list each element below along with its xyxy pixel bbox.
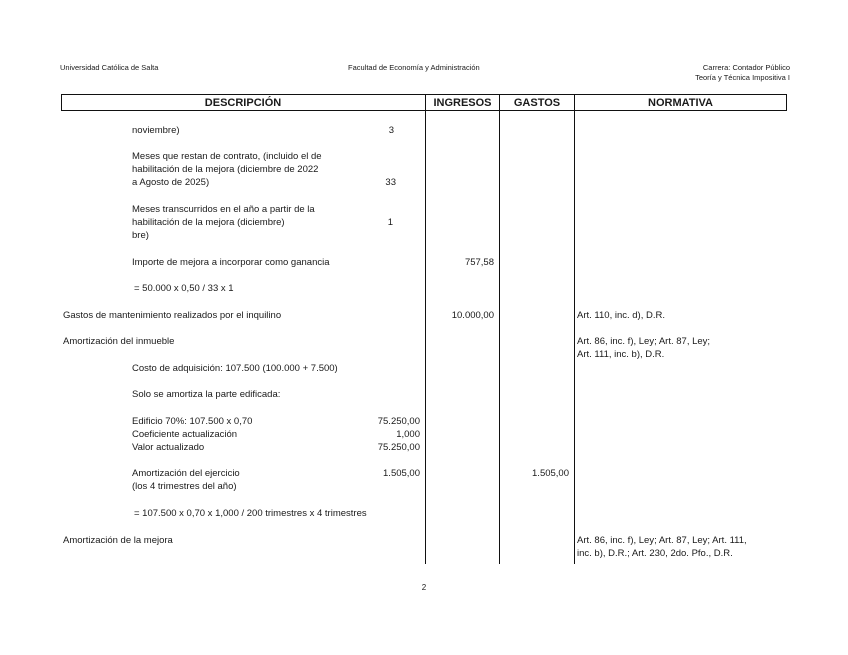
subject-name: Teoría y Técnica Impositiva I (695, 73, 790, 82)
norm-improvement-amortization-2: inc. b), D.R.; Art. 230, 2do. Pfo., D.R. (577, 548, 733, 559)
col-divider-gastos (499, 94, 500, 564)
line-improvement-formula: = 50.000 x 0,50 / 33 x 1 (134, 283, 234, 294)
col-divider-normativa (574, 94, 575, 564)
line-building-70: Edificio 70%: 107.500 x 0,70 (132, 416, 253, 427)
line-remaining-months-2: habilitación de la mejora (diciembre de 2022 (132, 164, 319, 175)
col-header-normativa: NORMATIVA (648, 97, 713, 109)
line-year-amortization-2: (los 4 trimestres del año) (132, 481, 237, 492)
line-updated-value: Valor actualizado (132, 442, 205, 453)
page-number: 2 (421, 583, 427, 592)
table-header-border (61, 110, 787, 111)
line-year-amortization-1: Amortización del ejercicio (132, 468, 240, 479)
ingreso-improvement: 757,58 (464, 257, 494, 268)
value-update-coefficient: 1,000 (396, 429, 420, 440)
gasto-year-amortization: 1.505,00 (532, 468, 569, 479)
line-noviembre: noviembre) (132, 125, 180, 136)
line-improvement-amortization: Amortización de la mejora (63, 535, 173, 546)
line-elapsed-months-2: habilitación de la mejora (diciembre) (132, 217, 285, 228)
line-elapsed-months-1: Meses transcurridos en el año a partir de la (132, 204, 315, 215)
value-months-3: 3 (388, 125, 394, 136)
line-elapsed-months-3: bre) (132, 230, 149, 241)
ingreso-maintenance: 10.000,00 (451, 310, 494, 321)
value-building-70: 75.250,00 (377, 416, 420, 427)
norm-improvement-amortization-1: Art. 86, inc. f), Ley; Art. 87, Ley; Art. 111, (577, 535, 747, 546)
norm-building-amortization-1: Art. 86, inc. f), Ley; Art. 87, Ley; (577, 336, 711, 347)
table-right-border (786, 94, 787, 111)
line-acquisition-cost: Costo de adquisición: 107.500 (100.000 + 7.500) (132, 363, 338, 374)
line-update-coefficient: Coeficiente actualización (132, 429, 238, 440)
norm-building-amortization-2: Art. 111, inc. b), D.R. (577, 349, 665, 360)
norm-maintenance: Art. 110, inc. d), D.R. (577, 310, 665, 321)
col-divider-ingresos (425, 94, 426, 564)
line-maintenance-expenses: Gastos de mantenimiento realizados por el inquilino (63, 310, 282, 321)
value-months-33: 33 (385, 177, 396, 188)
university-name: Universidad Católica de Salta (60, 63, 159, 72)
line-improvement-income: Importe de mejora a incorporar como ganancia (132, 257, 330, 268)
col-header-descripcion: DESCRIPCIÓN (204, 97, 282, 109)
line-remaining-months-1: Meses que restan de contrato, (incluido el de (132, 151, 322, 162)
line-remaining-months-3: a Agosto de 2025) (132, 177, 210, 188)
line-building-amortization: Amortización del inmueble (63, 336, 175, 347)
value-year-amortization: 1.505,00 (383, 468, 420, 479)
col-header-ingresos: INGRESOS (433, 97, 492, 109)
line-built-part-only: Solo se amortiza la parte edificada: (132, 389, 281, 400)
value-updated-value: 75.250,00 (377, 442, 420, 453)
line-amortization-formula: = 107.500 x 0,70 x 1,000 / 200 trimestres x 4 trimestres (134, 508, 367, 519)
faculty-name: Facultad de Economía y Administración (348, 63, 480, 72)
value-months-1: 1 (387, 217, 393, 228)
career-name: Carrera: Contador Público (702, 63, 790, 72)
col-header-gastos: GASTOS (513, 97, 561, 109)
table-top-border (61, 94, 787, 95)
